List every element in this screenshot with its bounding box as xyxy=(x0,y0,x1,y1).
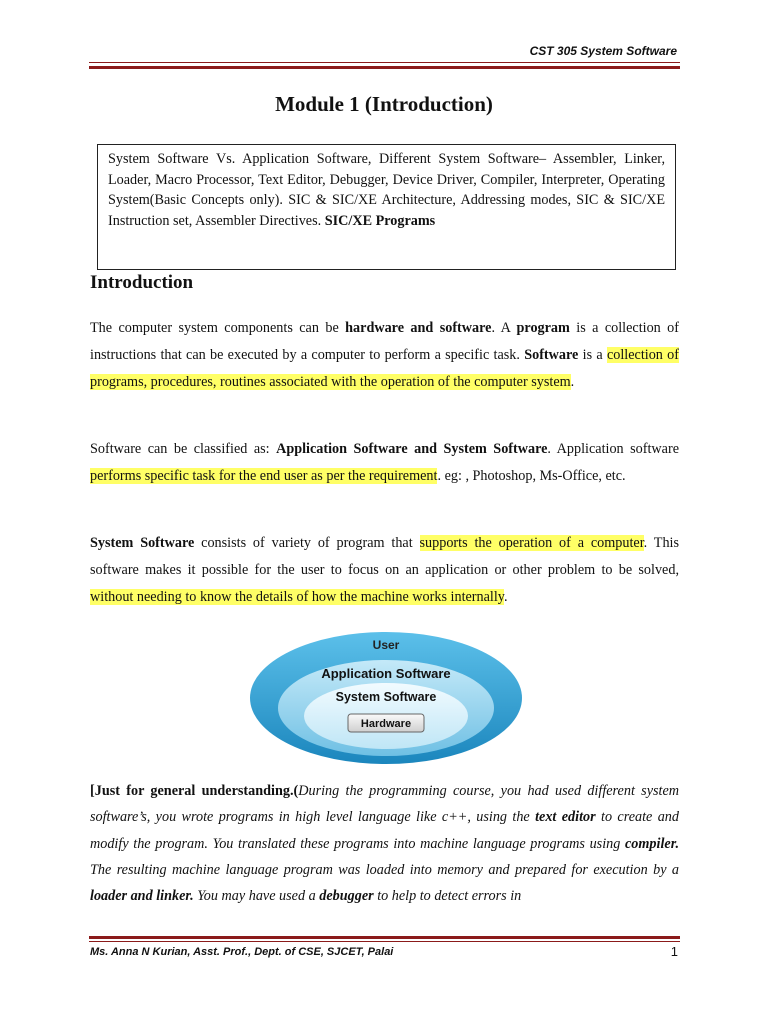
paragraph-general-understanding xyxy=(90,778,679,909)
highlight: supports the operation of a computer xyxy=(419,535,644,551)
bold-italic-text: compiler. xyxy=(625,835,679,852)
highlight: performs specific task for the end user as per the requirement xyxy=(90,468,438,484)
page-title: Module 1 (Introduction) xyxy=(275,92,493,116)
italic-text: You may have used a xyxy=(193,888,320,905)
page-number: 1 xyxy=(670,944,678,959)
italic-text: to help to detect errors in xyxy=(373,888,522,905)
text-run: The computer system components can be xyxy=(90,320,346,336)
footer-rule-thin xyxy=(89,941,680,942)
syllabus-text: System Software Vs. Application Software, Different System Software– Assembler, Linker, Loader, Macro Processor, Text Editor, Debugger, Device Driver, Compiler, Interpreter, Operating System(Basic Concepts only). SIC & SIC/XE Architecture, Addressing modes, SIC & SIC/XE Instruction set, Assembler Directives. xyxy=(108,151,665,230)
highlight: collection of programs, procedures, routines associated with the operation of the computer system xyxy=(90,347,679,390)
bold-italic-text: text editor xyxy=(535,809,596,826)
footer-author: Ms. Anna N Kurian, Asst. Prof., Dept. of CSE, SJCET, Palai xyxy=(90,946,394,958)
bold-text: program xyxy=(516,320,570,336)
label-hardware: Hardware xyxy=(360,718,412,730)
section-heading: Introduction xyxy=(90,272,194,293)
bold-text: hardware and software xyxy=(345,320,492,336)
footer-rule-thick xyxy=(89,936,680,939)
text-run: . eg: , Photoshop, Ms-Office, etc. xyxy=(437,468,626,484)
text-run: is a xyxy=(578,347,607,363)
bold-text: Software xyxy=(524,347,579,363)
paragraph-system-software xyxy=(90,530,679,611)
bold-text: System Software xyxy=(90,535,195,551)
syllabus-bold-tail: SIC/XE Programs xyxy=(324,213,436,230)
bold-text: Application Software and System Software xyxy=(276,441,548,457)
paragraph-classification xyxy=(90,436,679,490)
italic-text: During the programming course, you had used different system software’s, you wrote programs in high level language like c++, using the xyxy=(90,783,680,826)
running-header: CST 305 System Software xyxy=(529,44,677,58)
text-run: . This software makes it possible for the user to focus on an application or other problem to be solved, xyxy=(90,535,679,578)
text-run: . Application software xyxy=(547,441,679,457)
label-system-software: System Software xyxy=(335,690,437,704)
paragraph-intro xyxy=(90,315,679,396)
text-run: is a collection of instructions that can be executed by a computer to perform a specific task. xyxy=(90,320,680,363)
software-layers-diagram xyxy=(248,630,524,766)
label-user: User xyxy=(372,638,400,652)
header-rule-thin xyxy=(89,62,680,63)
label-application-software: Application Software xyxy=(321,666,451,681)
highlight: without needing to know the details of how the machine works internally xyxy=(90,589,504,605)
text-run: consists of variety of program that xyxy=(194,535,420,551)
text-run: . xyxy=(570,374,575,390)
bold-italic-text: debugger xyxy=(319,888,374,905)
italic-text: to create and modify the program. You translated these programs into machine language programs using xyxy=(90,809,679,852)
syllabus-box xyxy=(97,144,676,270)
header-rule-thick xyxy=(89,66,680,69)
italic-text: The resulting machine language program was loaded into memory and prepared for execution by a xyxy=(90,861,679,878)
text-run: . xyxy=(503,589,508,605)
text-run: . A xyxy=(491,320,517,336)
bold-text: [Just for general understanding.( xyxy=(90,783,299,799)
text-run: Software can be classified as: xyxy=(90,441,277,457)
bold-italic-text: loader and linker. xyxy=(90,888,194,905)
